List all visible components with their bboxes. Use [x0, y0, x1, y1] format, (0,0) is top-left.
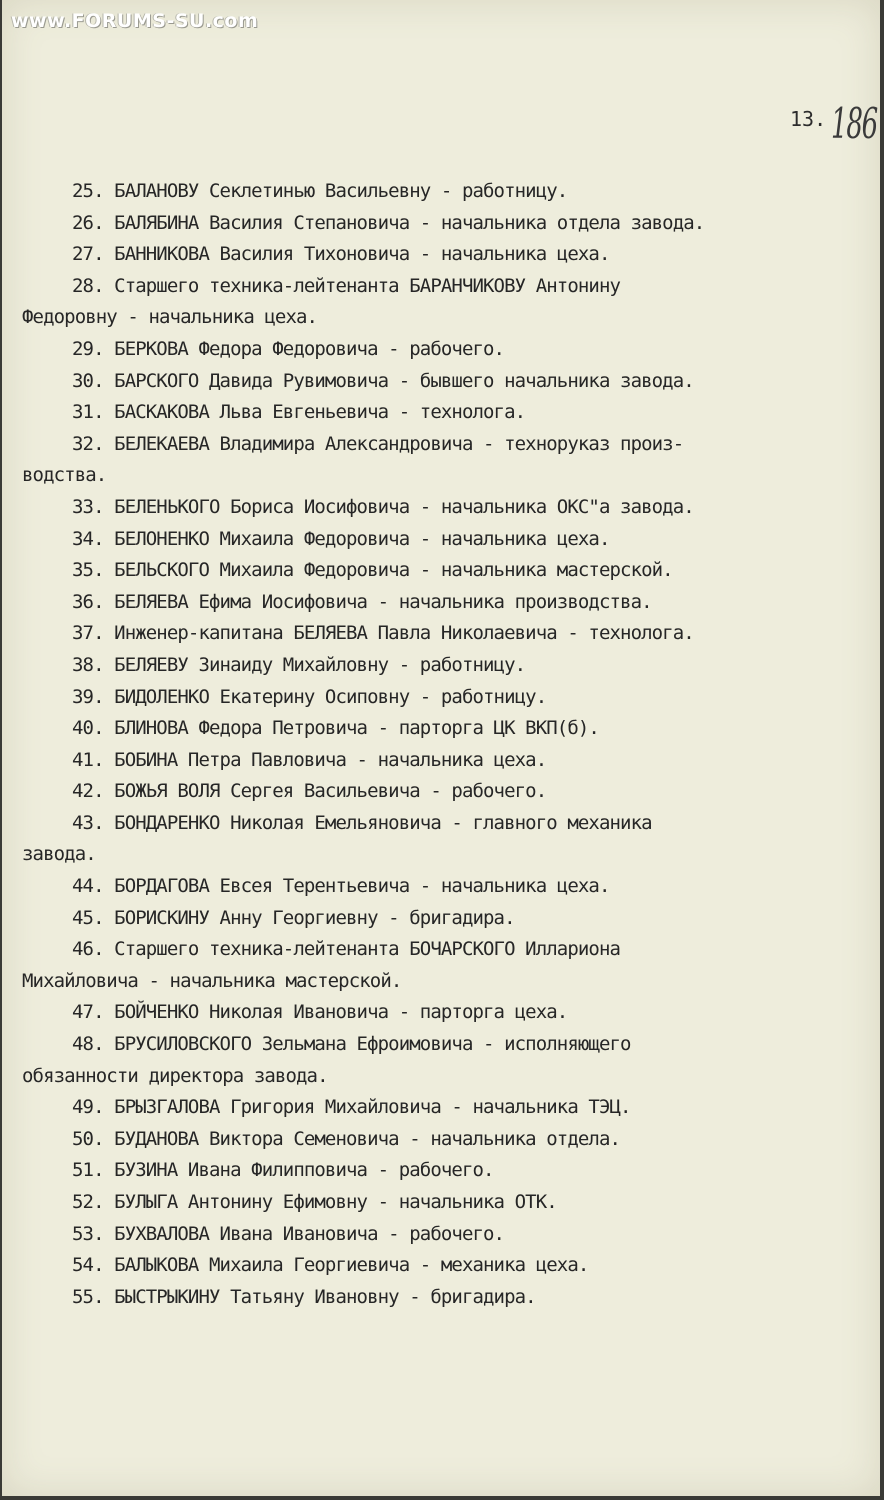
list-item: 39. БИДОЛЕНКО Екатерину Осиповну - работницу. [72, 685, 547, 708]
list-item: 40. БЛИНОВА Федора Петровича - парторга ЦК ВКП(б). [72, 717, 599, 740]
list-item: 52. БУЛЫГА Антонину Ефимовну - начальника ОТК. [72, 1191, 557, 1213]
list-item: 28. Старшего техника-лейтенанта БАРАНЧИКОВУ Антонину [72, 274, 621, 297]
list-item-continuation: Михайловича - начальника мастерской. [22, 969, 402, 992]
list-item: 33. БЕЛЕНЬКОГО Бориса Иосифовича - начальника ОКС"а завода. [72, 495, 694, 518]
list-item: 51. БУЗИНА Ивана Филипповича - рабочего. [72, 1159, 494, 1182]
list-item: 32. БЕЛЕКАЕВА Владимира Александровича - техноруказ произ- [72, 432, 684, 455]
list-item: 55. БЫСТРЫКИНУ Татьяну Ивановну - бригадира. [72, 1285, 536, 1308]
list-item: 46. Старшего техника-лейтенанта БОЧАРСКОГО Иллариона [72, 938, 621, 961]
list-item: 47. БОЙЧЕНКО Николая Ивановича - парторга цеха. [72, 1001, 568, 1024]
list-item: 38. БЕЛЯЕВУ Зинаиду Михайловну - работницу. [72, 653, 526, 676]
list-item: 54. БАЛЫКОВА Михаила Георгиевича - механика цеха. [72, 1254, 589, 1277]
list-item: 44. БОРДАГОВА Евсея Терентьевича - начальника цеха. [72, 875, 610, 898]
list-item: 35. БЕЛЬСКОГО Михаила Федоровича - начальника мастерской. [72, 559, 673, 582]
list-item: 30. БАРСКОГО Давида Рувимовича - бывшего начальника завода. [72, 369, 694, 392]
award-list [2, 176, 880, 1313]
list-item: 50. БУДАНОВА Виктора Семеновича - начальника отдела. [72, 1127, 621, 1150]
list-item: 41. БОБИНА Петра Павловича - начальника цеха. [72, 748, 547, 771]
document-page [2, 0, 880, 1496]
watermark: www.FORUMS-SU.com [11, 10, 259, 32]
list-item: 53. БУХВАЛОВА Ивана Ивановича - рабочего. [72, 1222, 505, 1245]
list-item-continuation: обязанности директора завода. [22, 1064, 328, 1087]
list-item: 25. БАЛАНОВУ Секлетинью Васильевну - работницу. [72, 180, 568, 202]
list-item: 37. Инженер-капитана БЕЛЯЕВА Павла Николаевича - технолога. [72, 622, 694, 645]
list-item: 27. БАННИКОВА Василия Тихоновича - начальника цеха. [72, 243, 610, 266]
list-item-continuation: завода. [22, 843, 96, 866]
list-item: 26. БАЛЯБИНА Василия Степановича - начальника отдела завода. [72, 211, 705, 234]
list-item-continuation: водства. [22, 464, 107, 487]
list-item: 49. БРЫЗГАЛОВА Григория Михайловича - начальника ТЭЦ. [72, 1096, 631, 1119]
list-item: 36. БЕЛЯЕВА Ефима Иосифовича - начальника производства. [72, 590, 652, 613]
list-item-continuation: Федоровну - начальника цеха. [22, 306, 318, 329]
handwritten-page-number: 186 [831, 99, 877, 148]
page-number: 13. [790, 107, 827, 131]
list-item: 48. БРУСИЛОВСКОГО Зельмана Ефроимовича - исполняющего [72, 1033, 631, 1056]
list-item: 43. БОНДАРЕНКО Николая Емельяновича - главного механика [72, 811, 652, 834]
list-item: 34. БЕЛОНЕНКО Михаила Федоровича - начальника цеха. [72, 527, 610, 550]
list-item: 45. БОРИСКИНУ Анну Георгиевну - бригадира. [72, 906, 515, 929]
list-item: 31. БАСКАКОВА Льва Евгеньевича - технолога. [72, 401, 526, 424]
list-item: 42. БОЖЬЯ ВОЛЯ Сергея Васильевича - рабочего. [72, 780, 547, 803]
list-item: 29. БЕРКОВА Федора Федоровича - рабочего. [72, 337, 505, 360]
